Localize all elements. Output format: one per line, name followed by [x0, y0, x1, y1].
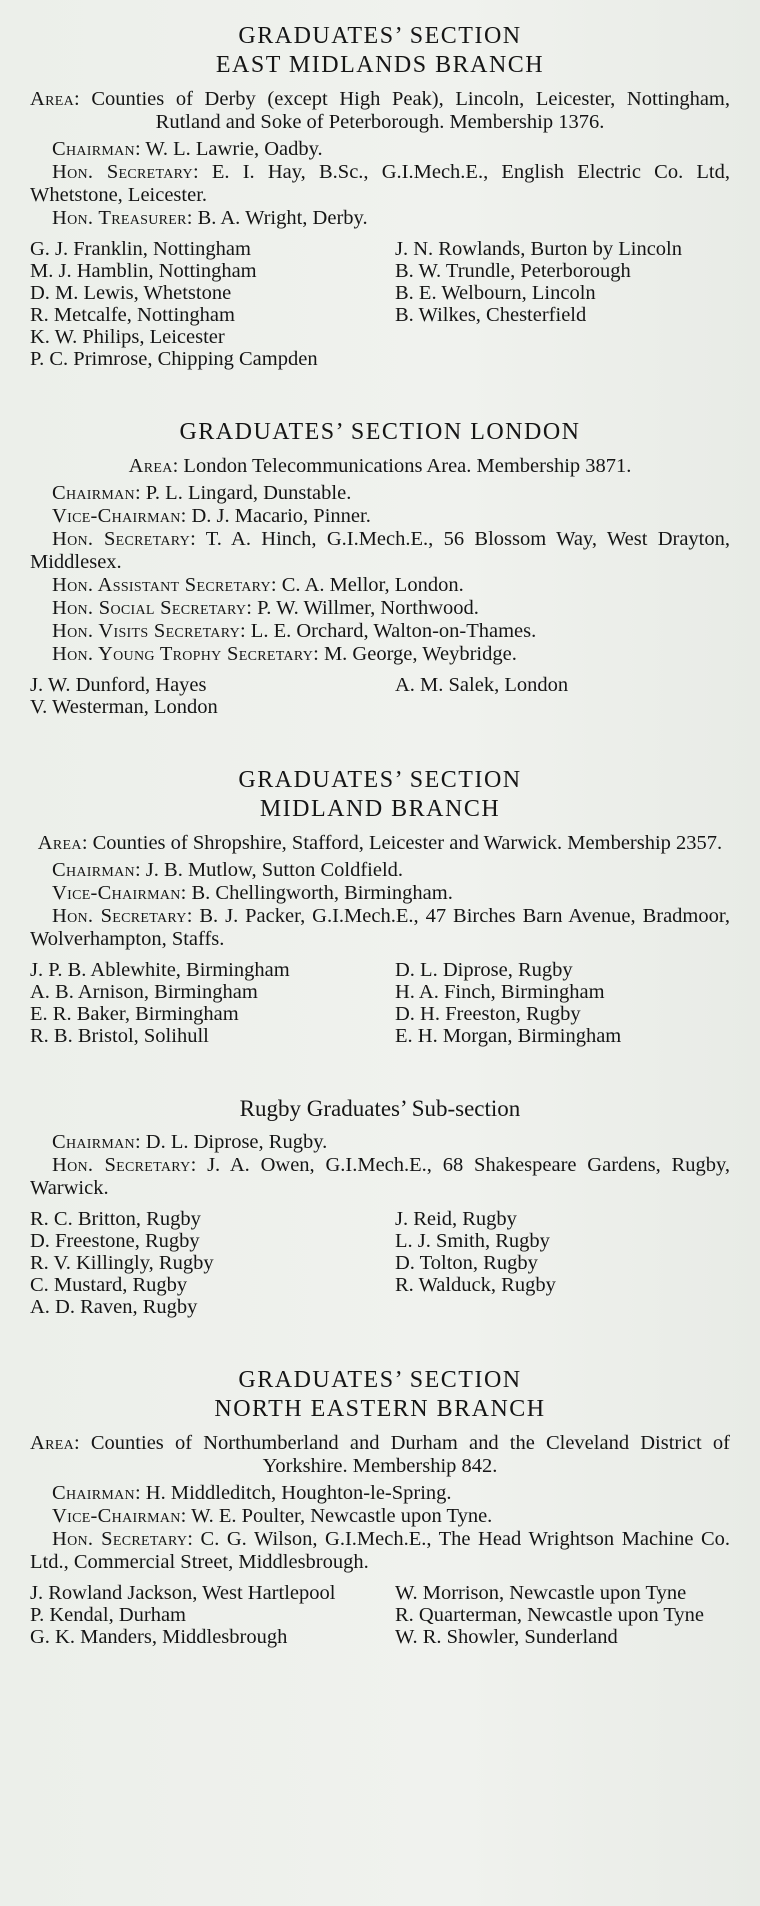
area-paragraph: [30, 88, 730, 134]
member-item: P. Kendal, Durham: [30, 1604, 187, 1626]
area-paragraph: [30, 455, 730, 478]
title-line: MIDLAND BRANCH: [259, 796, 501, 822]
officer-text: : W. L. Lawrie, Oadby.: [134, 138, 323, 160]
officer-text: : M. George, Weybridge.: [313, 643, 517, 665]
officer-text: : T. A. Hinch, G.I.Mech.E., 56 Blossom Way, West Drayton, Middlesex.: [30, 528, 731, 573]
officer-line: [30, 207, 730, 230]
officer-label: Vice-Chairman: [52, 505, 181, 527]
member-column-right: [395, 1582, 730, 1648]
member-item: J. P. B. Ablewhite, Birmingham: [30, 959, 290, 981]
member-item: W. Morrison, Newcastle upon Tyne: [395, 1582, 687, 1604]
officer-label: Chairman: [52, 859, 135, 881]
member-item: D. M. Lewis, Whetstone: [30, 282, 232, 304]
officer-label: Hon. Secretary: [52, 905, 187, 927]
member-list: [30, 238, 730, 370]
officer-label: Vice-Chairman: [52, 1505, 181, 1527]
member-item: J. Reid, Rugby: [395, 1208, 517, 1230]
officer-text: : B. J. Packer, G.I.Mech.E., 47 Birches Barn Avenue, Bradmoor, Wolverhampton, Staffs.: [30, 905, 731, 950]
officer-text: : B. A. Wright, Derby.: [186, 207, 368, 229]
area-paragraph: [30, 832, 730, 855]
officer-label: Hon. Secretary: [52, 1528, 188, 1550]
officer-line: [30, 528, 730, 574]
member-item: R. Walduck, Rugby: [395, 1274, 556, 1296]
officer-label: Chairman: [52, 1131, 135, 1153]
officer-label: Chairman: [52, 138, 135, 160]
officer-label: Hon. Assistant Secretary: [52, 574, 271, 596]
officer-label: Chairman: [52, 482, 135, 504]
officer-line: [30, 1505, 730, 1528]
member-item: R. Metcalfe, Nottingham: [30, 304, 235, 326]
section-rugby: [30, 1095, 730, 1318]
member-column-left: [30, 1582, 365, 1648]
officer-text: : E. I. Hay, B.Sc., G.I.Mech.E., English Electric Co. Ltd, Whetstone, Leicester.: [30, 161, 730, 206]
title-line: NORTH EASTERN BRANCH: [214, 1396, 546, 1422]
member-item: D. Tolton, Rugby: [395, 1252, 538, 1274]
officer-label: Chairman: [52, 1482, 135, 1504]
officer-text: : D. L. Diprose, Rugby.: [134, 1131, 328, 1153]
officer-text: : J. A. Owen, G.I.Mech.E., 68 Shakespeare Gardens, Rugby, Warwick.: [30, 1154, 731, 1199]
officer-label: Hon. Treasurer: [52, 207, 187, 229]
member-item: D. L. Diprose, Rugby: [395, 959, 573, 981]
member-item: R. C. Britton, Rugby: [30, 1208, 201, 1230]
area-label: Area: [30, 88, 75, 110]
member-column-right: [395, 1208, 730, 1318]
area-label: Area: [30, 1432, 75, 1454]
section-london: [30, 418, 730, 718]
officer-line: [30, 505, 730, 528]
member-list: [30, 1582, 730, 1648]
member-item: D. Freestone, Rugby: [30, 1230, 200, 1252]
officer-line: [30, 161, 730, 207]
area-text: : Counties of Derby (except High Peak), Lincoln, Leicester, Nottingham, Rutland and Soke of Peterborough. Membership 1376.: [74, 88, 730, 133]
officer-text: : D. J. Macario, Pinner.: [180, 505, 371, 527]
area-text: : Counties of Northumberland and Durham and the Cleveland District of Yorkshire. Membership 842.: [74, 1432, 730, 1477]
member-column-right: [395, 674, 730, 718]
member-item: R. Quarterman, Newcastle upon Tyne: [395, 1604, 705, 1626]
page-column: [30, 22, 730, 1648]
section-title: [30, 418, 730, 447]
member-item: A. M. Salek, London: [395, 674, 569, 696]
member-item: C. Mustard, Rugby: [30, 1274, 188, 1296]
member-item: K. W. Philips, Leicester: [30, 326, 225, 348]
title-line: GRADUATES’ SECTION: [238, 23, 522, 49]
area-label: Area: [37, 832, 82, 854]
officer-line: [30, 882, 730, 905]
officer-text: : C. A. Mellor, London.: [270, 574, 464, 596]
officer-text: : B. Chellingworth, Birmingham.: [180, 882, 453, 904]
officer-line: [30, 482, 730, 505]
member-list: [30, 959, 730, 1047]
officer-text: : L. E. Orchard, Walton-on-Thames.: [239, 620, 537, 642]
officer-line: [30, 1528, 730, 1574]
officer-text: : P. W. Willmer, Northwood.: [246, 597, 479, 619]
member-column-right: [395, 238, 730, 370]
section-title: [30, 766, 730, 824]
member-list: [30, 674, 730, 718]
member-item: L. J. Smith, Rugby: [395, 1230, 550, 1252]
member-item: E. H. Morgan, Birmingham: [395, 1025, 622, 1047]
officer-label: Hon. Young Trophy Secretary: [52, 643, 314, 665]
section-midland: [30, 766, 730, 1047]
member-list: [30, 1208, 730, 1318]
section-title: [30, 1366, 730, 1424]
member-item: J. N. Rowlands, Burton by Lincoln: [395, 238, 682, 260]
area-paragraph: [30, 1432, 730, 1478]
member-item: M. J. Hamblin, Nottingham: [30, 260, 257, 282]
officer-label: Hon. Visits Secretary: [52, 620, 240, 642]
member-column-left: [30, 1208, 365, 1318]
officer-line: [30, 1154, 730, 1200]
member-column-left: [30, 959, 365, 1047]
officer-line: [30, 859, 730, 882]
sub-section-title: Rugby Graduates’ Sub-section: [239, 1096, 521, 1121]
officer-line: [30, 1131, 730, 1154]
member-column-right: [395, 959, 730, 1047]
officer-line: [30, 597, 730, 620]
officer-label: Hon. Social Secretary: [52, 597, 247, 619]
officer-label: Hon. Secretary: [52, 1154, 191, 1176]
officer-line: [30, 620, 730, 643]
title-line: GRADUATES’ SECTION LONDON: [179, 419, 581, 445]
member-item: V. Westerman, London: [30, 696, 218, 718]
member-item: A. D. Raven, Rugby: [30, 1296, 198, 1318]
title-line: EAST MIDLANDS BRANCH: [215, 52, 545, 78]
officer-line: [30, 1482, 730, 1505]
member-item: G. K. Manders, Middlesbrough: [30, 1626, 288, 1648]
officer-text: : P. L. Lingard, Dunstable.: [134, 482, 352, 504]
officer-label: Vice-Chairman: [52, 882, 181, 904]
area-text: : London Telecommunications Area. Membership 3871.: [172, 455, 632, 477]
officer-text: : W. E. Poulter, Newcastle upon Tyne.: [180, 1505, 493, 1527]
member-item: J. W. Dunford, Hayes: [30, 674, 207, 696]
officer-line: [30, 905, 730, 951]
officer-line: [30, 574, 730, 597]
member-item: H. A. Finch, Birmingham: [395, 981, 605, 1003]
officer-text: : C. G. Wilson, G.I.Mech.E., The Head Wrightson Machine Co. Ltd., Commercial Street, Middlesbrough.: [30, 1528, 731, 1573]
member-item: R. V. Killingly, Rugby: [30, 1252, 214, 1274]
member-item: B. Wilkes, Chesterfield: [395, 304, 587, 326]
member-item: J. Rowland Jackson, West Hartlepool: [30, 1582, 336, 1604]
officer-label: Hon. Secretary: [52, 528, 191, 550]
member-item: D. H. Freeston, Rugby: [395, 1003, 581, 1025]
member-column-left: [30, 238, 365, 370]
title-line: GRADUATES’ SECTION: [238, 1367, 522, 1393]
member-column-left: [30, 674, 365, 718]
member-item: B. W. Trundle, Peterborough: [395, 260, 631, 282]
officer-text: : H. Middleditch, Houghton-le-Spring.: [134, 1482, 452, 1504]
title-line: GRADUATES’ SECTION: [238, 767, 522, 793]
section-north-eastern: [30, 1366, 730, 1648]
officer-label: Hon. Secretary: [52, 161, 193, 183]
member-item: A. B. Arnison, Birmingham: [30, 981, 258, 1003]
area-label: Area: [128, 455, 173, 477]
officer-line: [30, 643, 730, 666]
member-item: W. R. Showler, Sunderland: [395, 1626, 618, 1648]
area-text: : Counties of Shropshire, Stafford, Leicester and Warwick. Membership 2357.: [81, 832, 723, 854]
member-item: B. E. Welbourn, Lincoln: [395, 282, 596, 304]
section-title: [30, 22, 730, 80]
member-item: G. J. Franklin, Nottingham: [30, 238, 251, 260]
section-east-midlands: [30, 22, 730, 370]
officer-text: : J. B. Mutlow, Sutton Coldfield.: [134, 859, 404, 881]
member-item: E. R. Baker, Birmingham: [30, 1003, 239, 1025]
member-item: P. C. Primrose, Chipping Campden: [30, 348, 318, 370]
member-item: R. B. Bristol, Solihull: [30, 1025, 209, 1047]
officer-line: [30, 138, 730, 161]
